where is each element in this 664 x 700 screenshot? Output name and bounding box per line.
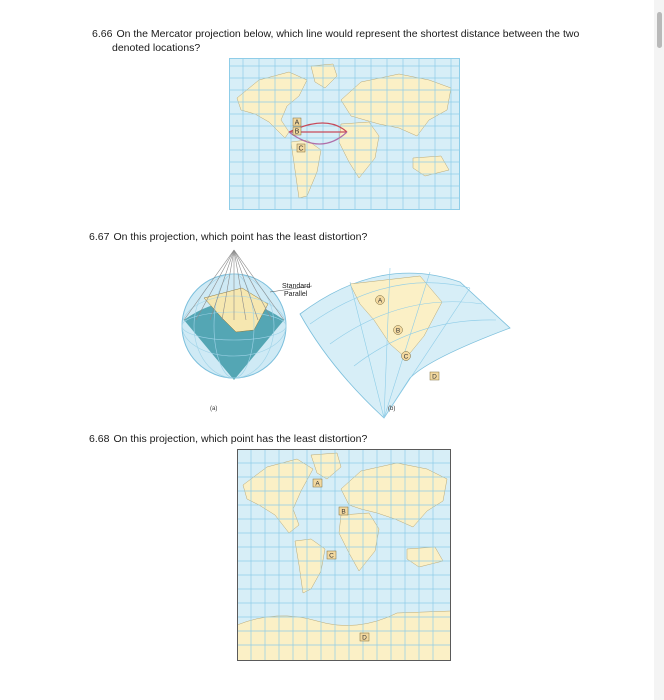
label-a: A: [294, 119, 300, 127]
conic-projection-figure: [170, 248, 520, 420]
label-a: A: [377, 297, 383, 305]
question-6-66: [92, 27, 612, 55]
globe-panel-a: [182, 250, 312, 412]
square-map-figure: [237, 449, 451, 661]
question-number: 6.66: [92, 28, 113, 40]
caption-b: (b): [388, 406, 396, 412]
question-text-cont: denoted locations?: [112, 42, 201, 54]
label-c: C: [298, 145, 304, 153]
label-c: C: [403, 353, 409, 361]
question-number: 6.68: [89, 433, 110, 445]
parallel-label: Parallel: [284, 291, 308, 298]
label-b: B: [294, 128, 300, 136]
label-a: A: [315, 480, 320, 488]
scrollbar-thumb[interactable]: [657, 12, 662, 48]
scrollbar-track[interactable]: [654, 0, 664, 700]
label-b: B: [341, 508, 346, 516]
label-b: B: [395, 327, 401, 335]
cone-panel-b: [300, 268, 510, 418]
mercator-map-figure: [229, 58, 460, 210]
label-d: D: [362, 634, 367, 642]
caption-a: (a): [210, 406, 218, 412]
question-text: On the Mercator projection below, which line would represent the shortest distance between the two: [116, 28, 580, 40]
question-number: 6.67: [89, 231, 110, 243]
label-c: C: [329, 552, 334, 560]
label-d: D: [432, 373, 437, 381]
question-text: On this projection, which point has the least distortion?: [113, 433, 368, 445]
question-6-67: [89, 230, 367, 244]
question-6-68: [89, 432, 367, 446]
standard-label: Standard: [282, 283, 311, 290]
question-text: On this projection, which point has the least distortion?: [113, 231, 368, 243]
